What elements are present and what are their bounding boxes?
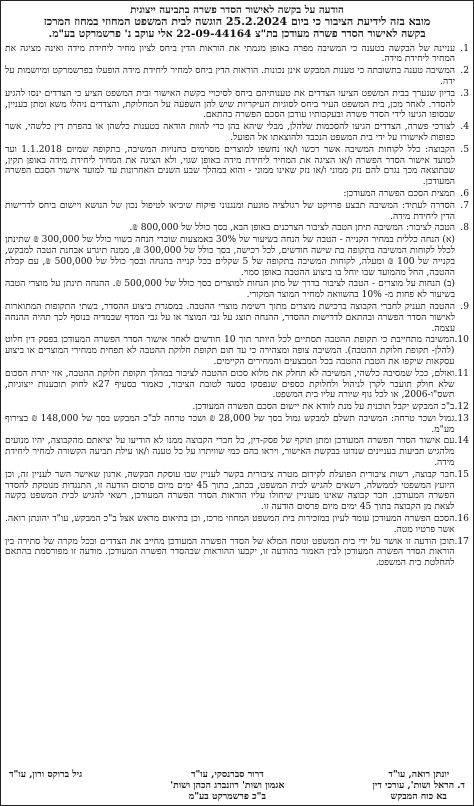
notice-paragraph (5, 44, 469, 66)
paragraph-number: 1. (460, 43, 469, 54)
paragraph-text: הסדרה לעתיד: המשיבה תבצע פרויקט של רגולציה מונעת ומנגנוני פיקוח שיביאו לטיפול נכון של הנושא ויישום ביחס לדרישות הדין ליחידת מידה. (5, 200, 455, 222)
paragraph-number (455, 279, 469, 301)
paragraph-text: עם אישור הסדר הפשרה המעודכן ומתן תוקף של פסק-דין, כל חברי הקבוצה ממנו לא הודיעו על יציאתם מהקבוצה, יהיו מנועים מלהגיש תביעות בעניינים שנדונו בבקשת האישור, ויראו בהם כמי שוויתרו על כל טענה ו/או עילת תביעה הקשורה למחיר ליחידת מידה. (5, 436, 455, 469)
notice-paragraph (5, 470, 469, 513)
signature-defendant-counsel (170, 769, 284, 802)
notice-paragraph (5, 201, 469, 223)
notice-header (5, 5, 469, 41)
notice-paragraph (5, 402, 469, 413)
signature-role: ב"כ פרשמרקט בע"מ (188, 790, 266, 802)
paragraph-text: המשיבה טענה בתשובתה כי טענות המבקש אינן נכונות. הוראות הדין ביחס למחיר ליחידת מידה הופעלו בפרשמרקט ומיושמות על ידה. (4, 66, 455, 87)
paragraph-number: 5. (460, 144, 469, 155)
paragraph-number: 17. (454, 536, 469, 547)
signature-name: דרור סברנסקי, עו"ד (190, 768, 264, 780)
notice-paragraph (5, 514, 469, 536)
paragraph-number: 3. (460, 88, 469, 99)
paragraph-text: גמול ושכר טרחה: המשיבה תשלם למבקש גמול בסך של 28,000 ₪ ושכר טרחה לב"כ המבקש בסך של 148,000 ₪ בצירוף מע"מ. (5, 413, 455, 435)
paragraph-number: 14. (454, 436, 469, 447)
notice-paragraph (5, 66, 469, 88)
notice-paragraph (5, 223, 469, 234)
notice-body (5, 44, 469, 767)
notice-title: הודעה על בקשה לאישור הסדר פשרה בתביעה ייצוגית (130, 4, 344, 16)
notice-paragraph (5, 414, 469, 436)
paragraph-number: 8. (460, 223, 469, 234)
paragraph-number (455, 235, 469, 278)
paragraph-text: הטבה לציבור: המשיבה תיתן הטבה לציבור הצרכנים באופן הבא, בסך כולל של 800,000 ₪. (129, 223, 455, 234)
notice-case-line: בקשה לאישור הסדר פשרה מעודכן בת"צ 22-09-44164 אלי עוקב נ' פרשמרקט בע"מ. (48, 27, 426, 40)
paragraph-number: 11. (454, 368, 469, 379)
paragraph-number: 7. (460, 200, 469, 211)
paragraph-text: ההטבה תעניק לחברי הקבוצה ברכישת מוצרים מתוך רשימת מוצרי ההטבה. במסגרת ביצוע ההסדר, בשתי התקופות המתוארות לאישור הסדר הפשרה ובהתאם לדרישות ההסדר, ההנחה תוצג על גבי המוצר או על גבי המדף שבמדיה בנוסף לכך תהיה ההנחה עצמה. (5, 301, 455, 334)
paragraph-text: חבר קבוצה, רשות ציבורית הפועלת לקידום מטרה ציבורית בקשר לעניין שבו עוסקת הבקשה, ארגון שאישר השר לעניין זה, וכן היועץ המשפטי לממשלה, רשאים להגיש לבית המשפט, בכתב, בתוך 45 ימים מיום פרסום הודעה זו, התנגדות מנומקת להסדר הפשרה המעודכן. חבר קבוצה שאינו מעוניין שיחולו עליו הוראות הסדר הפשרה המעודכן, רשאי להגיש לבית המשפט בקשה לצאת מן הקבוצה בתוך 45 ימים מיום פרסום הודעה זו. (5, 469, 455, 513)
signature-firm: אגמון ושות' רוזנברג הכהן ושות' (170, 779, 285, 791)
paragraph-text: תמצית הסכם הפשרה המעודכן: (343, 188, 455, 199)
paragraph-text: תוכן הודעה זו אושר על ידי בית המשפט ונוסח המלא של הסדר הפשרה המעודכן מחייב את הצדדים ובכל מקרה של סתירה בין הוראות הסדר הפשרה המעודכן לבין האמור בהודעה זו, יקבעו ההוראות שבהסדר הפשרה המעודכן. מודעה זו מפורסמת בהתאם להחלטת בית המשפט. (5, 536, 455, 569)
paragraph-text: (ב) הנחות על מוצרים - הטבה לציבור בדרך של מתן הנחות למוצרים בסך כולל של 500,000 ₪. ההנחה תינתן על מוצרי הטבה בשיעור לא פחות מ- 10% בהשוואה למחיר המוצר המקורי. (5, 279, 455, 301)
notice-paragraph (5, 335, 469, 367)
notice-paragraph (5, 89, 469, 121)
signature-name: גיל ברוקס ורון, עו"ד (9, 768, 83, 780)
paragraph-number: 13. (454, 413, 469, 424)
paragraph-number: 12. (454, 402, 469, 413)
paragraph-number: 10. (454, 335, 469, 346)
signature-block (5, 769, 469, 802)
signature-firm: ד. הראל ושות', עורכי דין (372, 779, 465, 791)
paragraph-number: 16. (454, 514, 469, 525)
signature-plaintiff-counsel (373, 769, 465, 802)
paragraph-text: המשיבה מתחייבת כי תקופת ההטבה תסתיים לכל היותר תוך 10 חודשים לאחר אישור הסדר הפשרה המעודכן בפסק דין חלוט (להלן- תקופת חלוקת ההטבה). המשיבה צופה ומצהירה כי עד תום תקופת חלוקת ההטבה לא תפחית ממחירי המוצרים או ביצוע עסקאות שיקפו את הטבת ההטבה בכל המבצעים והמחירים הקיימים. (5, 335, 455, 367)
paragraph-text: ואולם, ככל שמסיבה כלשהי, המשיבה לא תחלק את מלוא סכום ההטבה לציבור במהלך תקופת חלוקת ההטבה, אזי יתרת הסכום שלא חולק תועבר לקרן לניהול ולחלוקת כספים שנפסקו כסעד לטובת הציבור, כאמור בסעיף 27א לחוק תובענות ייצוגיות, תשס"ו-2006, או לכל גוף שיורה עליו בית המשפט. (5, 368, 455, 401)
notice-paragraph (5, 122, 469, 144)
notice-paragraph (5, 369, 469, 401)
paragraph-text: לצורכי פשרה, הצדדים הגיעו להסכמות שלהלן, מבלי שיהא בהן כדי להוות הודאה בטענות כלשהן או בהפרת דין כלשהי, אשר כפופות לאישורו על ידי בית המשפט הנכבד ולהוצאתו אל הפועל. (5, 122, 455, 143)
notice-subtitle: מובא בזה לידיעת הציבור כי ביום 25.2.2024 הוגשה לבית המשפט המחוזי במחוז המרכז (43, 15, 431, 29)
paragraph-text: עניינה של הבקשה בטענה כי המשיבה מפרה באופן מגמתי את הוראות הדין ביחס לציון מחיר ליחידת מידה ואינה מציגה את המחיר ליחידת מידה. (5, 43, 455, 65)
signature-name: יונתן רואה, עו"ד (388, 768, 450, 780)
notice-paragraph (5, 189, 469, 200)
paragraph-text: (א) הנחה כללית במחיר הקנייה - הטבה של הנחה בשיעור של 30% באמצעות שוברי הנחה בשווי כולל של 300,000 ₪ שתינתן לכלל לקוחות המשיבה בתקופה בת שישה חודשים, לכל רכישה, בסך כולל של 300,000 ₪, ממנה תיגרע אבחנת הטבה למבקש, בקנייה של 100 ₪ ומעלה, לקוחות המשיבה בתקופה של 5 שקלים בכל קנייה בהנחה ובסך כולל של 500,000 ₪, עם קבלת ההטבה, החל מהמועד שבו יוחל בו ביצוע ההטבה באופן סמוי. (5, 235, 456, 278)
paragraph-number: 4. (460, 122, 469, 133)
notice-paragraph (5, 302, 469, 334)
notice-paragraph (5, 235, 469, 278)
paragraph-text: ב"כ המבקש יקבל תוכנית על מנת לוודא את יישום הסכם הפשרה המעודכן. (192, 402, 455, 413)
paragraph-number: 15. (454, 469, 469, 480)
paragraph-text: הקבוצה: כלל לקוחות המשיבה אשר רכשו ו/או נחשפו למוצרים מסוימים בחנויות המשיבה, בתקופה שמיום 1.1.2018 ועד למועד אישור הסדר הפשרה ו/או הציגה את המחיר ליחידת מידה באופן שגוי, ולא הציגה את המחיר ליחידת מידה באופן תקין, שכתוצאה מכך נגרם להם נזק ממוני ו/או נזק שאינו ממוני - והוא במהלך שבע השנים האחרונות עד למועד אישור הסכם הפשרה המעודכן. (5, 144, 455, 188)
signature-additional-counsel (9, 769, 82, 802)
notice-paragraph (5, 436, 469, 468)
paragraph-text: הסכם הפשרה המעודכן עומד לעיון במזכירות בית המשפט המחוזי מרכז, וכן בתיאום מראש אצל ב"כ המבקש, עו"ד יהונתן רואה. אשר פרטיו מטה. (5, 514, 455, 535)
signature-role: בא כוח המבקש (390, 790, 447, 802)
paragraph-text: בדיון שנערך בבית המשפט הציעו הצדדים את טענותיהם ביחס לסיכויי בקשת האישור ובית המשפט הציע כי הצדדים ינסו להגיע להסדר. לאחר מכן, בית המשפט העיר ביחס לסוגיות העיקריות שיש להן השפעה על המחלוקת, והצדדים ניהלו משא ומתן בעניין, שבסופו הגיעו לידי הסדר פשרה ובעקבותיו עודכן הסכם הפשרה בהתאם. (5, 88, 455, 121)
notice-paragraph (5, 145, 469, 188)
notice-paragraph (5, 537, 469, 569)
paragraph-number: 2. (460, 66, 469, 77)
notice-paragraph (5, 279, 469, 301)
paragraph-number: 6. (460, 188, 469, 199)
paragraph-number: 9. (460, 301, 469, 312)
